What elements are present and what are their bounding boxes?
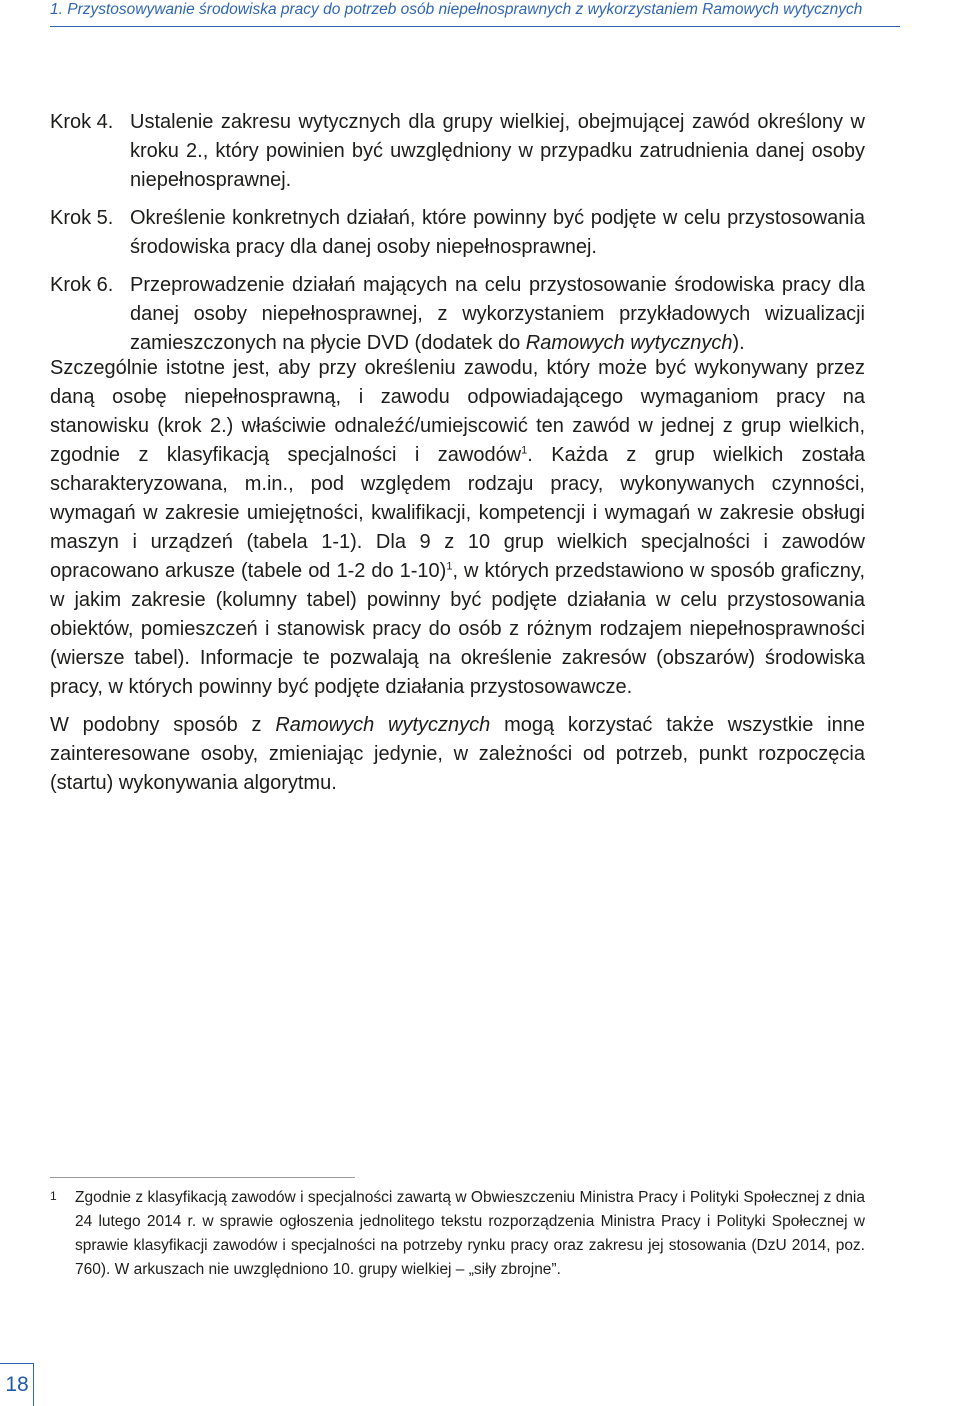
step-text — [130, 271, 865, 358]
step-text-part: Przeprowadzenie działań mających na celu przystosowanie środowiska pracy dla danej osoby niepełnosprawnej, z wykorzystaniem przykładowych wizualizacji zamieszczonych na płycie DVD (dodatek do — [130, 274, 865, 354]
step-label: Krok 4. — [50, 111, 114, 133]
paragraph-part: W podobny sposób z — [50, 714, 276, 736]
step-5 — [50, 204, 865, 262]
step-text: Ustalenie zakresu wytycznych dla grupy wielkiej, obejmującej zawód określony w kroku 2., który powinien być uwzględniony w przypadku zatrudnienia danej osoby niepełnosprawnej. — [130, 111, 865, 191]
running-header: 1. Przystosowywanie środowiska pracy do potrzeb osób niepełnosprawnych z wykorzystaniem Ramowych wytycznych — [50, 1, 863, 18]
footnote — [50, 1186, 865, 1282]
paragraph-part: mogą korzystać także wszystkie inne zainteresowane osoby, zmieniając jedynie, w zależności od potrzeb, punkt rozpoczęcia (startu) wykonywania algorytmu. — [50, 714, 865, 794]
footnote-text: Zgodnie z klasyfikacją zawodów i specjalności zawartą w Obwieszczeniu Ministra Pracy i Polityki Społecznej z dnia 24 lutego 2014 r. w sprawie ogłoszenia jednolitego tekstu rozporządzenia Ministra Pracy i Polityki Społecznej w sprawie klasyfikacji zawodów i specjalności na potrzeby rynku pracy oraz zakresu jej stosowania (DzU 2014, poz. 760). W arkuszach nie uwzględniono 10. grupy wielkiej – „siły zbrojne”. — [75, 1189, 865, 1278]
paragraph-part: , w których przedstawiono w sposób graficzny, w jakim zakresie (kolumny tabel) powinny być podjęte działania w celu przystosowania obiektów, pomieszczeń i stanowisk pracy do osób z różnym rodzajem niepełnosprawności (wiersze tabel). Informacje te pozwalają na określenie zakresów (obszarów) środowiska pracy, w których powinny być podjęte działania przystosowawcze. — [50, 560, 865, 698]
step-text-italic: Ramowych wytycznych — [525, 332, 733, 354]
paragraph-italic: Ramowych wytycznych — [275, 714, 491, 736]
paragraph-2 — [50, 711, 865, 798]
footnote-ref: 1 — [521, 444, 528, 457]
step-label: Krok 5. — [50, 207, 114, 229]
step-text-part: ). — [732, 332, 745, 354]
step-text: Określenie konkretnych działań, które powinny być podjęte w celu przystosowania środowiska pracy dla danej osoby niepełnosprawnej. — [130, 207, 865, 258]
page-number: 18 — [5, 1373, 29, 1396]
body-text — [50, 354, 865, 807]
paragraph-part: Szczególnie istotne jest, aby przy określeniu zawodu, który może być wykonywany przez daną osobę niepełnosprawną, i zawodu odpowiadającego wymaganiom pracy na stanowisku (krok 2.) właściwie odnaleźć/umiejscowić ten zawód w jednej z grup wielkich, zgodnie z klasyfikacją specjalności i zawodów — [50, 357, 865, 466]
paragraph-1 — [50, 354, 865, 702]
footnote-rule — [50, 1177, 355, 1178]
footnote-mark: 1 — [50, 1189, 57, 1203]
footnote-ref: 1 — [446, 560, 453, 573]
step-label: Krok 6. — [50, 274, 114, 296]
header-rule — [50, 26, 900, 27]
step-4 — [50, 108, 865, 195]
paragraph-part: . Każda z grup wielkich została scharakteryzowana, m.in., pod względem rodzaju pracy, wykonywanych czynności, wymagań w zakresie umiejętności, kwalifikacji, kompetencji i wymagań w zakresie obsługi maszyn i urządzeń (tabela 1-1). Dla 9 z 10 grup wielkich specjalności i zawodów opracowano arkusze (tabele od 1-2 do 1-10) — [50, 444, 865, 582]
steps-list — [50, 108, 865, 367]
step-6 — [50, 271, 865, 358]
